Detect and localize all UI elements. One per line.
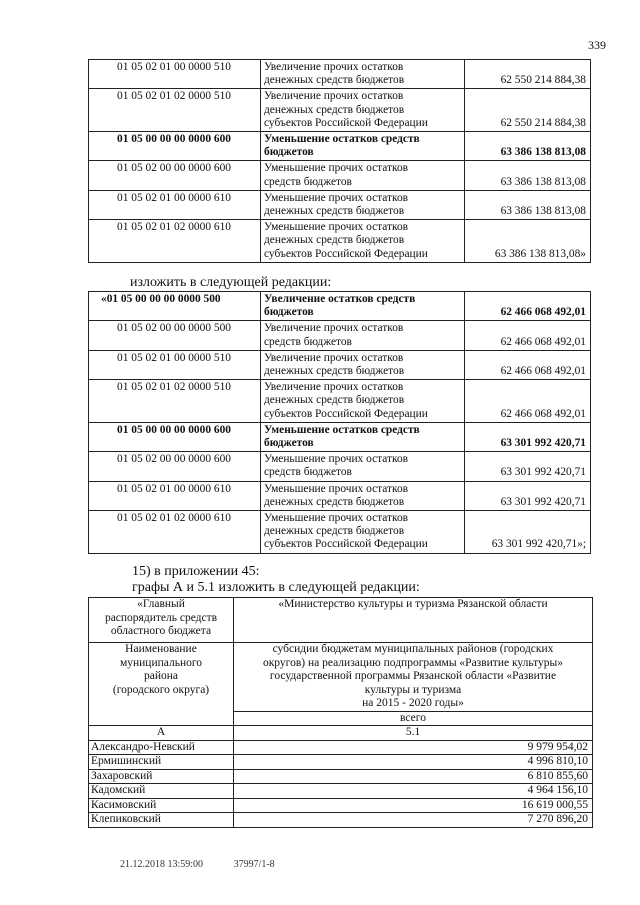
district-amount: 7 270 896,20 xyxy=(234,813,593,828)
budget-item-name-line: денежных средств бюджетов xyxy=(264,205,405,218)
table-row xyxy=(89,190,591,219)
budget-item-name-line: Увеличение прочих остатков xyxy=(264,61,404,73)
district-row xyxy=(89,769,593,784)
page-number: 339 xyxy=(588,38,606,52)
column-51-label: 5.1 xyxy=(234,726,593,741)
budget-item-name-line: бюджетов xyxy=(264,306,314,319)
table-row xyxy=(89,89,591,132)
table-row xyxy=(89,452,591,481)
budget-item-name xyxy=(261,161,465,190)
district-label-line: района xyxy=(143,670,179,682)
administrator-label xyxy=(89,598,234,643)
budget-item-name xyxy=(261,350,465,379)
subsidy-line: государственной программы Рязанской области «Развитие xyxy=(269,670,557,682)
budget-item-name-line: субъектов Российской Федерации xyxy=(264,407,428,420)
budget-code: 01 05 02 00 00 0000 500 xyxy=(89,321,261,350)
budget-item-name-line: бюджетов xyxy=(264,146,314,159)
budget-code: 01 05 02 01 02 0000 510 xyxy=(89,380,261,423)
budget-amount: 63 386 138 813,08 xyxy=(465,132,591,161)
budget-amount: 63 301 992 420,71 xyxy=(465,422,591,451)
budget-item-name-line: Уменьшение остатков средств xyxy=(264,133,420,146)
budget-item-name xyxy=(261,292,465,321)
district-name: Ермишинский xyxy=(89,755,234,770)
budget-item-name-line: денежных средств бюджетов xyxy=(264,394,405,407)
budget-code: 01 05 00 00 00 0000 600 xyxy=(89,422,261,451)
annex-table xyxy=(88,597,593,828)
budget-amount: 63 386 138 813,08 xyxy=(465,161,591,190)
budget-item-name xyxy=(261,422,465,451)
budget-item-name-line: субъектов Российской Федерации xyxy=(264,538,428,551)
budget-item-name-line: Увеличение прочих остатков xyxy=(264,381,404,394)
district-name: Александро-Невский xyxy=(89,740,234,755)
budget-code: 01 05 00 00 00 0000 600 xyxy=(89,132,261,161)
administrator-value: «Министерство культуры и туризма Рязанской области xyxy=(234,598,593,643)
district-row xyxy=(89,755,593,770)
budget-item-name xyxy=(261,89,465,132)
district-amount: 6 810 855,60 xyxy=(234,769,593,784)
budget-item-name-line: Уменьшение прочих остатков xyxy=(264,221,409,234)
district-row xyxy=(89,813,593,828)
intro-text: изложить в следующей редакции: xyxy=(130,275,332,290)
budget-amount: 63 301 992 420,71 xyxy=(465,452,591,481)
table-row xyxy=(89,60,591,89)
district-amount: 4 996 810,10 xyxy=(234,755,593,770)
district-row xyxy=(89,798,593,813)
column-a-label: А xyxy=(89,726,234,741)
budget-table-previous xyxy=(88,59,591,263)
budget-item-name-line: Увеличение остатков средств xyxy=(264,293,416,305)
budget-item-name xyxy=(261,190,465,219)
budget-item-name-line: субъектов Российской Федерации xyxy=(264,247,428,260)
subsidy-line: округов) на реализацию подпрограммы «Развитие культуры» xyxy=(262,656,564,669)
budget-code: 01 05 02 01 00 0000 510 xyxy=(89,60,261,89)
administrator-label-line: областного бюджета xyxy=(110,625,212,637)
district-name: Захаровский xyxy=(89,769,234,784)
district-label-line: (городского округа) xyxy=(112,683,210,696)
table-row xyxy=(89,380,591,423)
district-amount: 16 619 000,55 xyxy=(234,798,593,813)
budget-item-name xyxy=(261,481,465,510)
district-name: Кадомский xyxy=(89,784,234,799)
subsidy-line: субсидии бюджетам муниципальных районов (городских xyxy=(272,643,554,655)
budget-item-name-line: субъектов Российской Федерации xyxy=(264,116,428,129)
budget-item-name-line: Уменьшение прочих остатков xyxy=(264,512,409,525)
budget-code: 01 05 02 00 00 0000 600 xyxy=(89,452,261,481)
district-name: Клепиковский xyxy=(89,813,234,828)
budget-item-name xyxy=(261,220,465,263)
table-row xyxy=(89,422,591,451)
table-row xyxy=(89,161,591,190)
budget-item-name-line: денежных средств бюджетов xyxy=(264,234,405,247)
annex-column-letters-row xyxy=(89,726,593,741)
district-name: Касимовский xyxy=(89,798,234,813)
budget-amount: 63 386 138 813,08» xyxy=(465,220,591,263)
administrator-label-line: распорядитель средств xyxy=(104,611,218,624)
budget-code: 01 05 02 00 00 0000 600 xyxy=(89,161,261,190)
subsidy-line: культуры и туризма xyxy=(364,683,462,696)
footer-timestamp: 21.12.2018 13:59:00 xyxy=(120,859,204,870)
budget-amount: 63 301 992 420,71»; xyxy=(465,511,591,554)
budget-item-name xyxy=(261,132,465,161)
budget-code: 01 05 02 01 02 0000 610 xyxy=(89,220,261,263)
budget-item-name-line: Уменьшение остатков средств xyxy=(264,423,420,436)
district-amount: 4 964 156,10 xyxy=(234,784,593,799)
budget-amount: 62 550 214 884,38 xyxy=(465,60,591,89)
district-label-line: Наименование xyxy=(125,643,197,655)
budget-code: 01 05 02 01 02 0000 610 xyxy=(89,511,261,554)
district-label xyxy=(89,643,234,726)
administrator-label-line: «Главный xyxy=(137,598,185,610)
budget-code: 01 05 02 01 00 0000 610 xyxy=(89,190,261,219)
table-row xyxy=(89,220,591,263)
annex-administrator-row xyxy=(89,598,593,643)
budget-amount: 62 466 068 492,01 xyxy=(465,321,591,350)
budget-item-name-line: Увеличение прочих остатков xyxy=(264,322,404,335)
budget-item-name-line: Увеличение прочих остатков xyxy=(264,351,404,364)
budget-item-name xyxy=(261,452,465,481)
table-row xyxy=(89,481,591,510)
total-label: всего xyxy=(234,711,593,726)
budget-code: 01 05 02 01 02 0000 510 xyxy=(89,89,261,132)
budget-item-name xyxy=(261,321,465,350)
budget-item-name-line: денежных средств бюджетов xyxy=(264,365,405,378)
budget-code: 01 05 02 01 00 0000 510 xyxy=(89,350,261,379)
budget-item-name-line: средств бюджетов xyxy=(264,175,352,188)
budget-item-name-line: средств бюджетов xyxy=(264,335,352,348)
budget-code: «01 05 00 00 00 0000 500 xyxy=(89,292,261,321)
budget-item-name-line: денежных средств бюджетов xyxy=(264,74,405,87)
table-row xyxy=(89,350,591,379)
district-amount: 9 979 954,02 xyxy=(234,740,593,755)
budget-amount: 62 466 068 492,01 xyxy=(465,380,591,423)
budget-amount: 62 550 214 884,38 xyxy=(465,89,591,132)
item-heading: 15) в приложении 45: xyxy=(132,564,260,579)
budget-amount: 62 466 068 492,01 xyxy=(465,292,591,321)
budget-item-name xyxy=(261,511,465,554)
budget-amount: 62 466 068 492,01 xyxy=(465,350,591,379)
district-label-line: муниципального xyxy=(119,656,203,669)
budget-item-name xyxy=(261,380,465,423)
subsidy-line: на 2015 - 2020 годы» xyxy=(362,697,464,709)
columns-heading: графы А и 5.1 изложить в следующей редакции: xyxy=(132,580,420,595)
budget-item-name-line: Уменьшение прочих остатков xyxy=(264,162,409,175)
budget-amount: 63 301 992 420,71 xyxy=(465,481,591,510)
budget-table-new xyxy=(88,291,591,554)
annex-header-row xyxy=(89,643,593,712)
budget-item-name-line: средств бюджетов xyxy=(264,466,352,479)
budget-item-name-line: Уменьшение прочих остатков xyxy=(264,191,409,204)
subsidy-description xyxy=(234,643,593,712)
footer-doc-id: 37997/1-8 xyxy=(233,859,275,870)
budget-item-name xyxy=(261,60,465,89)
table-row xyxy=(89,321,591,350)
table-row xyxy=(89,511,591,554)
budget-amount: 63 386 138 813,08 xyxy=(465,190,591,219)
budget-item-name-line: денежных средств бюджетов xyxy=(264,495,405,508)
district-row xyxy=(89,784,593,799)
table-row xyxy=(89,292,591,321)
budget-item-name-line: Уменьшение прочих остатков xyxy=(264,453,409,466)
budget-item-name-line: денежных средств бюджетов xyxy=(264,103,405,116)
budget-item-name-line: бюджетов xyxy=(264,437,314,450)
district-row xyxy=(89,740,593,755)
footer xyxy=(120,859,303,870)
budget-item-name-line: Уменьшение прочих остатков xyxy=(264,482,409,495)
budget-item-name-line: денежных средств бюджетов xyxy=(264,525,405,538)
table-row xyxy=(89,132,591,161)
budget-code: 01 05 02 01 00 0000 610 xyxy=(89,481,261,510)
budget-item-name-line: Увеличение прочих остатков xyxy=(264,90,404,103)
